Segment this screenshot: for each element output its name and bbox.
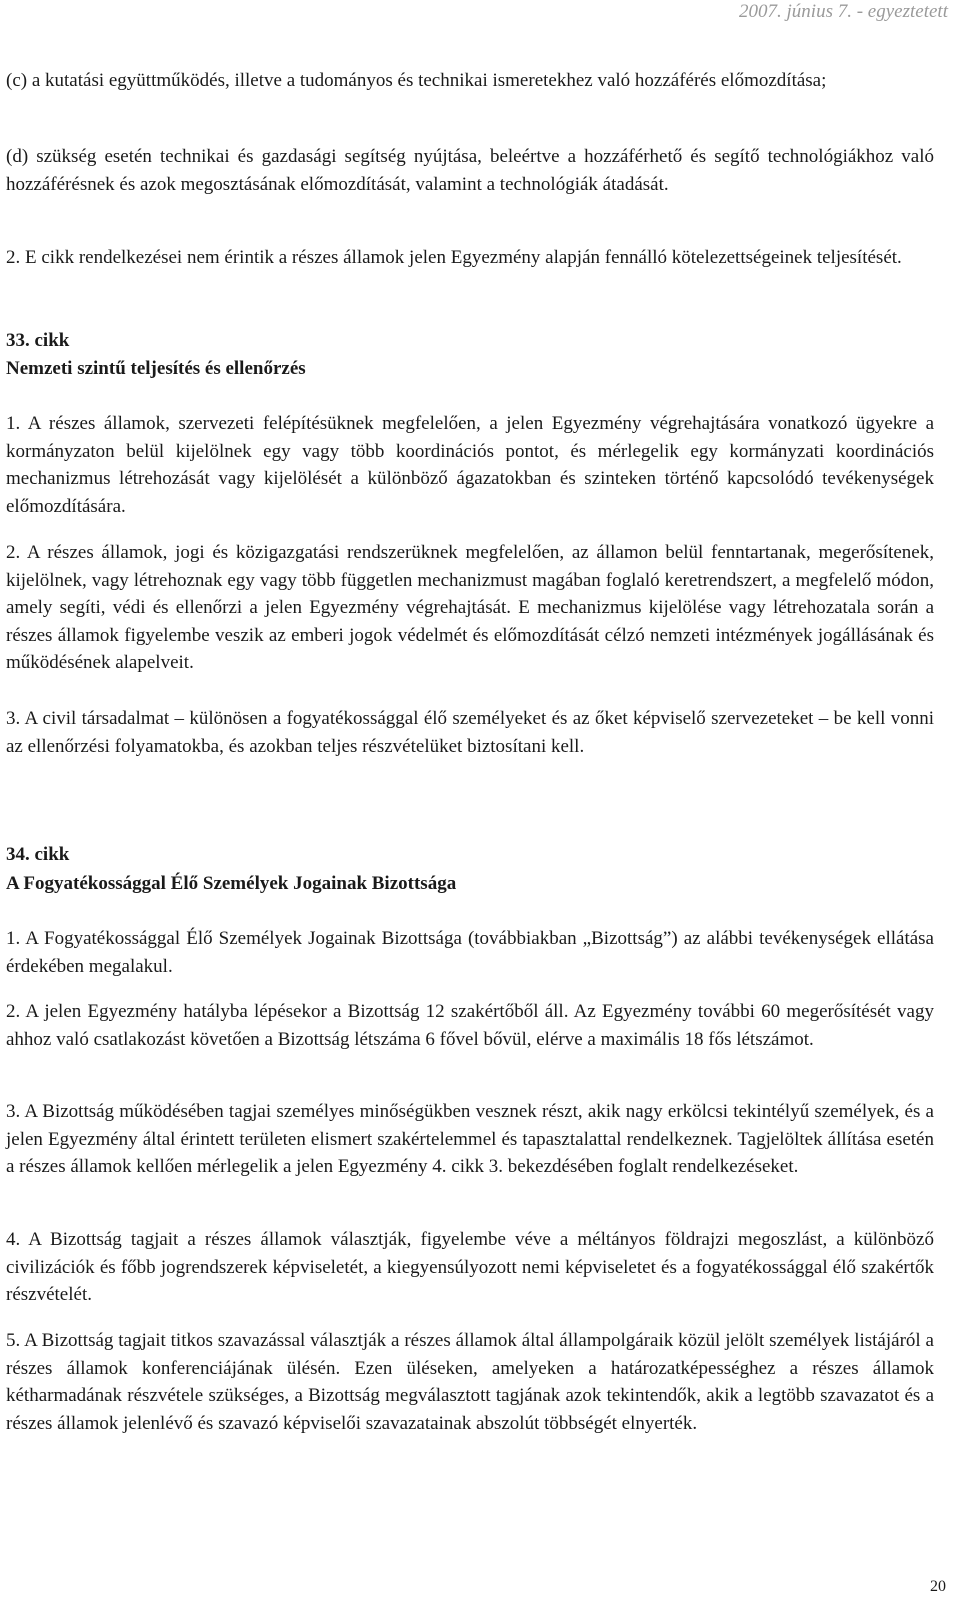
paragraph-34-5: 5. A Bizottság tagjait titkos szavazással választják a részes államok által állampolgáraik közül jelölt személyek listájáról a részes államok konferenciájának ülésén. Ezen üléseken, amelyeken a határozatképességhez a részes államok kétharmadának részvétele szükséges, a Bizottság megválasztott tagjának azok tekintendők, akik a legtöbb szavazatot és a részes államok jelenlévő és szavazó képviselői szavazatainak abszolút többségét elnyerték. [6, 1330, 934, 1434]
article-34-title: A Fogyatékossággal Élő Személyek Jogainak Bizottsága [6, 873, 457, 894]
header-date: 2007. június 7. - egyeztetett [739, 1, 948, 22]
paragraph-d: (d) szükség esetén technikai és gazdasági segítség nyújtása, beleértve a hozzáférhető és segítő technológiákhoz való hozzáférésnek és azok megosztásának előmozdítását, valamint a technológiák átadását. [6, 146, 934, 195]
paragraph-c: (c) a kutatási együttműködés, illetve a tudományos és technikai ismeretekhez való hozzáférés előmozdítása; [6, 70, 827, 91]
paragraph-32-2: 2. E cikk rendelkezései nem érintik a részes államok jelen Egyezmény alapján fennálló kötelezettségeinek teljesítését. [6, 247, 902, 268]
article-34-number: 34. cikk [6, 844, 70, 865]
paragraph-34-3: 3. A Bizottság működésében tagjai személyes minőségükben vesznek részt, akik nagy erkölcsi tekintélyű személyek, és a jelen Egyezmény által érintett területen elismert szakértelemmel és tapasztalattal rendelkeznek. Tagjelöltek állítása esetén a részes államok kellően mérlegelik a jelen Egyezmény 4. cikk 3. bekezdésében foglalt rendelkezéseket. [6, 1101, 934, 1177]
paragraph-33-2: 2. A részes államok, jogi és közigazgatási rendszerüknek megfelelően, az államon belül fenntartanak, megerősítenek, kijelölnek, vagy létrehoznak egy vagy több független mechanizmust magában foglaló keretrendszert, a megfelelő módon, amely segíti, védi és ellenőrzi a jelen Egyezmény végrehajtását. E mechanizmus kijelölése vagy létrehozatala során a részes államok figyelembe veszik az emberi jogok védelmét és előmozdítását célzó nemzeti intézmények jogállásának és működésének alapelveit. [6, 542, 934, 673]
paragraph-33-3: 3. A civil társadalmat – különösen a fogyatékossággal élő személyeket és az őket képviselő szervezeteket – be kell vonni az ellenőrzési folyamatokba, és azokban teljes részvételüket biztosítani kell. [6, 708, 934, 757]
page-number: 20 [930, 1578, 946, 1595]
article-33-title: Nemzeti szintű teljesítés és ellenőrzés [6, 358, 306, 379]
paragraph-34-4: 4. A Bizottság tagjait a részes államok választják, figyelembe véve a méltányos földrajzi megoszlást, a különböző civilizációk és főbb jogrendszerek képviseletét, a kiegyensúlyozott nemi képviseletet és a fogyatékossággal élő szakértők részvételét. [6, 1229, 934, 1305]
paragraph-33-1: 1. A részes államok, szervezeti felépítésüknek megfelelően, a jelen Egyezmény végrehajtására vonatkozó ügyekre a kormányzaton belül kijelölnek egy vagy több koordinációs pontot, és mérlegelik egy kormányzati koordinációs mechanizmus létrehozását vagy kijelölését a különböző ágazatokban és szinteken történő kapcsolódó tevékenységek előmozdítására. [6, 413, 934, 517]
paragraph-34-1: 1. A Fogyatékossággal Élő Személyek Jogainak Bizottsága (továbbiakban „Bizottság”) az alábbi tevékenységek ellátása érdekében megalakul. [6, 928, 934, 977]
article-33-number: 33. cikk [6, 330, 70, 351]
paragraph-34-2: 2. A jelen Egyezmény hatályba lépésekor a Bizottság 12 szakértőből áll. Az Egyezmény további 60 megerősítését vagy ahhoz való csatlakozást követően a Bizottság létszáma 6 fővel bővül, elérve a maximális 18 fős létszámot. [6, 1001, 934, 1050]
